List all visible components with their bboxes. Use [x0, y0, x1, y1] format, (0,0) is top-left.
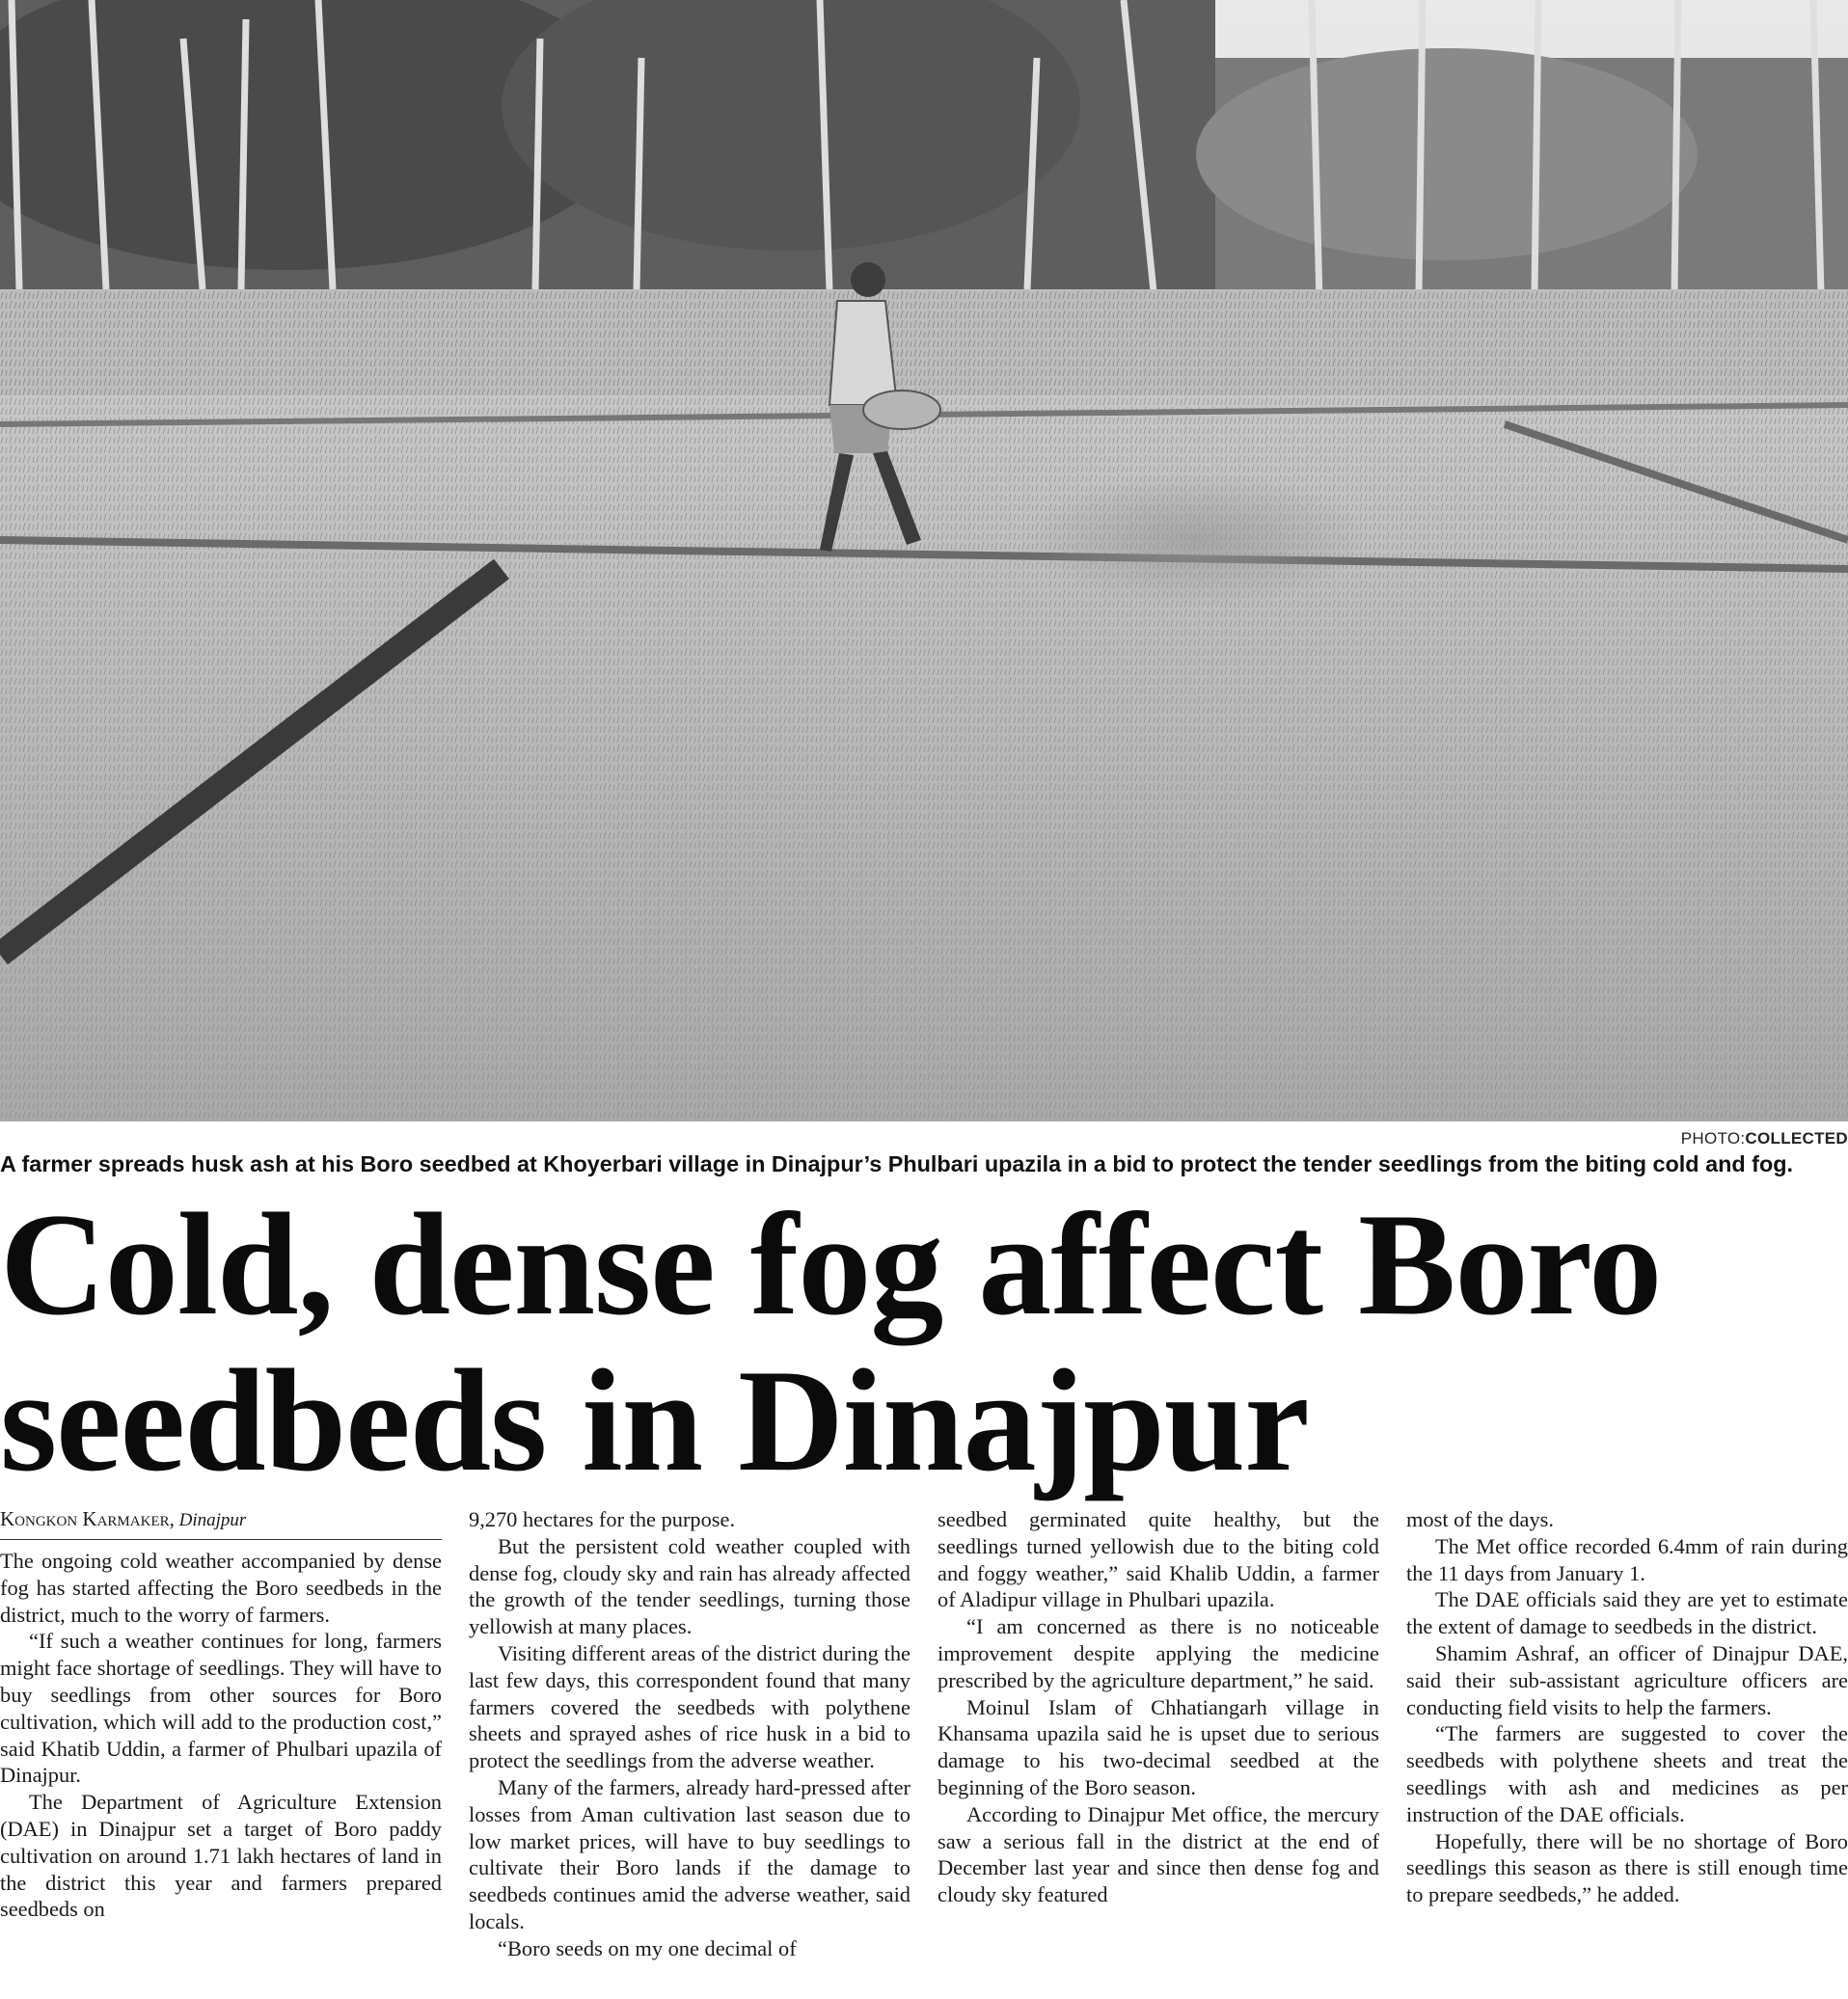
headline: [0, 1183, 1848, 1501]
paragraph: Shamim Ashraf, an officer of Dinajpur DAE, said their sub-assistant agriculture officers are conducting field visits to help the farmers.: [1406, 1640, 1848, 1719]
paragraph: The DAE officials said they are yet to estimate the extent of damage to seedbeds in the district.: [1406, 1587, 1848, 1639]
photo-credit-value: COLLECTED: [1745, 1129, 1848, 1148]
paragraph: Many of the farmers, already hard-pressed after losses from Aman cultivation last season due to low market prices, will have to buy seedlings to cultivate their Boro lands if the damage to seedbeds continues amid the adverse weather, said locals.: [469, 1774, 910, 1933]
paragraph: “If such a weather continues for long, farmers might face shortage of seedlings. They will have to buy seedlings from other sources for Boro cultivation, which will add to the production cost,” said Khatib Uddin, a farmer of Phulbari upazila of Dinajpur.: [0, 1629, 442, 1788]
paragraph: most of the days.: [1406, 1507, 1554, 1531]
paragraph: Visiting different areas of the district during the last few days, this correspondent found that many farmers covered the seedbeds with polythene sheets and sprayed ashes of rice husk in a bid to protect the seedlings from the adverse weather.: [469, 1640, 910, 1773]
article-column-3: [938, 1506, 1379, 1908]
article-column-2: [469, 1506, 910, 1962]
paragraph: seedbed germinated quite healthy, but the seedlings turned yellowish due to the biting cold and foggy weather,” said Khalib Uddin, a farmer of Aladipur village in Phulbari upazila.: [938, 1507, 1379, 1612]
paragraph: 9,270 hectares for the purpose.: [469, 1507, 736, 1531]
paragraph: According to Dinajpur Met office, the mercury saw a serious fall in the district at the end of December last year and since then dense fog and cloudy sky featured: [938, 1801, 1379, 1907]
byline-place: Dinajpur: [178, 1510, 247, 1530]
paragraph: “Boro seeds on my one decimal of: [498, 1935, 797, 1960]
paragraph: “The farmers are suggested to cover the seedbeds with polythene sheets and treat the seedlings with ash and medicines as per instruction of the DAE officials.: [1406, 1721, 1848, 1826]
headline-line-2: seedbeds in Dinajpur: [0, 1339, 1309, 1501]
article-column-1: [0, 1506, 442, 1923]
paragraph: The Department of Agriculture Extension (DAE) in Dinajpur set a target of Boro paddy cultivation on around 1.71 lakh hectares of land in the district this year and farmers prepared seedbeds on: [0, 1790, 442, 1922]
photo-caption: A farmer spreads husk ash at his Boro seedbed at Khoyerbari village in Dinajpur’s Phulbari upazila in a bid to protect the tender seedlings from the biting cold and fog.: [0, 1151, 1794, 1176]
paragraph: The Met office recorded 6.4mm of rain during the 11 days from January 1.: [1406, 1533, 1848, 1585]
paragraph: But the persistent cold weather coupled with dense fog, cloudy sky and rain has already affected the growth of the tender seedlings, turning those yellowish at many places.: [469, 1533, 910, 1639]
paragraph: The ongoing cold weather accompanied by dense fog has started affecting the Boro seedbeds in the district, much to the worry of farmers.: [0, 1549, 442, 1627]
byline: [0, 1506, 442, 1540]
headline-line-1: Cold, dense fog affect Boro: [0, 1183, 1662, 1345]
article-column-4: [1406, 1506, 1848, 1908]
paragraph: Hopefully, there will be no shortage of Boro seedlings this season as there is still enough time to prepare seedbeds,” he added.: [1406, 1828, 1848, 1907]
byline-author: Kongkon Karmaker,: [0, 1507, 175, 1530]
photo-credit: [1681, 1129, 1848, 1148]
paragraph: “I am concerned as there is no noticeable improvement despite applying the medicine prescribed by the agriculture department,” he said.: [938, 1614, 1379, 1692]
paragraph: Moinul Islam of Chhatiangarh village in Khansama upazila said he is upset due to serious damage to his two-decimal seedbed at the beginning of the Boro season.: [938, 1694, 1379, 1799]
article-body: [0, 1506, 1848, 1999]
photo-credit-label: PHOTO:: [1680, 1129, 1746, 1148]
